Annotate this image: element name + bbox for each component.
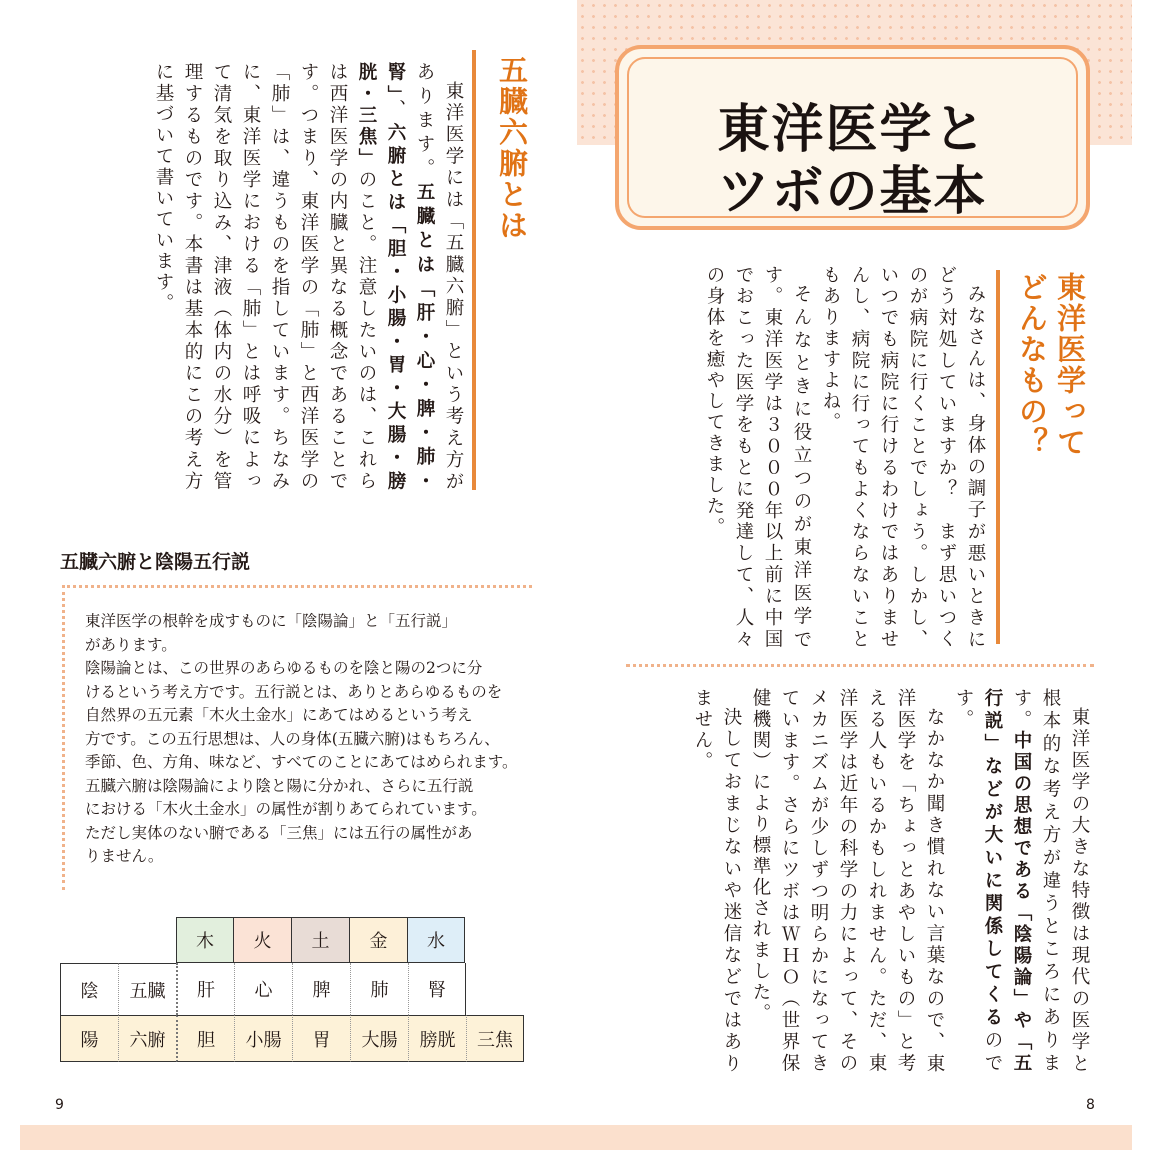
fu-organ-cell: 胆 [176, 1015, 234, 1062]
section2-paragraph-2: なかなか聞き慣れない言葉なので、東洋医学を「ちょっとあやしいもの」と考える人もいるかもしれません。ただ、東洋医学は近年の科学の力によって、そのメカニズムが少しずつ明らかになってきています。さらにツボはＷＨＯ（世界保健機関）により標準化されました。 [750, 688, 945, 1074]
info-line: 季節、色、方角、味など、すべてのことにあてはめられます。 [85, 753, 518, 771]
info-line: ただし実体のない腑である「三焦」には五行の属性があ [85, 823, 473, 842]
chapter-title-line-2: ツボの基本 [717, 162, 988, 222]
gozo-heading: 五臓六腑とは [495, 55, 529, 241]
gozo-emphasis-1: 五臓とは「肝・心・脾・肺・腎」 [385, 62, 435, 493]
zang-organ-cell: 肝 [176, 963, 234, 1015]
info-line: における「木火土金水」の属性が割りあてられています。 [85, 800, 487, 818]
zang-organ-cell: 肺 [350, 963, 408, 1015]
info-line: 陰陽論とは、この世界のあらゆるものを陰と陽の2つに分 [85, 659, 483, 677]
info-box [62, 585, 532, 890]
chapter-title-box [615, 45, 1090, 230]
page-number-left: 9 [55, 1097, 64, 1113]
chapter-title-line-1: 東洋医学と [717, 100, 988, 160]
section-heading-line-2: どんなもの？ [1015, 272, 1049, 458]
fu-organ-cell: 大腸 [350, 1015, 408, 1062]
element-cell-fire: 火 [234, 917, 292, 963]
element-cell-metal: 金 [350, 917, 408, 963]
element-cell-water: 水 [408, 917, 465, 963]
yin-label-cell: 陰 [60, 963, 118, 1015]
section-heading-line-1: 東洋医学って [1053, 272, 1087, 458]
yang-label-cell: 陽 [60, 1015, 118, 1062]
info-line: けるという考え方です。五行説とは、ありとあらゆるものを [85, 682, 503, 701]
subsection-title: 五臓六腑と陰陽五行説 [60, 551, 251, 573]
fu-organ-cell-sanjiao: 三焦 [466, 1015, 524, 1062]
gozo-emphasis-2: 六腑とは「胆・小腸・胃・大腸・膀胱・三焦」 [356, 62, 406, 493]
fu-organ-cell: 膀胱 [408, 1015, 466, 1062]
fu-organ-cell: 胃 [292, 1015, 350, 1062]
footer-bar [20, 1125, 1132, 1150]
section-divider [626, 664, 1094, 667]
gozo-heading-rule [472, 50, 476, 490]
info-line: りません。 [85, 847, 164, 865]
zang-organ-cell: 心 [234, 963, 292, 1015]
section1-paragraph-1: みなさんは、身体の調子が悪いときにどう対処していますか？ まず思いつくのが病院に行くことでしょう。しかし、いつでも病院に行けるわけではありませんし、病院に行ってもよくならないこともありますよね。 [820, 265, 986, 650]
info-line: 自然界の五元素「木火土金水」にあてはめるという考え [85, 706, 473, 724]
zang-organ-cell: 腎 [408, 963, 466, 1015]
info-line: 東洋医学の根幹を成すものに「陰陽論」と「五行説」 [85, 612, 458, 630]
gozo-body [56, 62, 468, 492]
element-cell-earth: 土 [292, 917, 350, 963]
fu-label-cell: 六腑 [118, 1015, 176, 1062]
section2-emphasis: 中国の思想である「陰陽論」や「五行説」などが大いに関係してくる [982, 688, 1032, 1075]
info-line: があります。 [85, 635, 177, 654]
section2-paragraph-3: 決しておまじないや迷信などではありません。 [692, 688, 742, 1074]
section-heading-rule [996, 270, 1000, 644]
section2-paragraph-1: 東洋医学の大きな特徴は現代の医学と根本的な考え方が違うところにあります。中国の思想である「陰陽論」や「五行説」などが大いに関係してくるのです。 [953, 688, 1090, 1075]
section2-body [618, 688, 1094, 1074]
section1-body [618, 265, 990, 650]
info-line: 方です。この五行思想は、人の身体(五臓六腑)はもちろん、 [85, 729, 500, 748]
element-cell-wood: 木 [176, 917, 234, 963]
zang-organ-cell: 脾 [292, 963, 350, 1015]
section1-paragraph-2: そんなときに役立つのが東洋医学です。東洋医学は３０００年以上前に中国でおこった医学をもとに発達して、人々の身体を癒やしてきました。 [704, 265, 812, 650]
zang-label-cell: 五臓 [118, 963, 176, 1015]
page-number-right: 8 [1086, 1097, 1095, 1113]
info-line: 五臓六腑は陰陽論により陰と陽に分かれ、さらに五行説 [85, 776, 474, 795]
fu-organ-cell: 小腸 [234, 1015, 292, 1062]
gozo-paragraph: 東洋医学には「五臓六腑」という考え方があります。五臓とは「肝・心・脾・肺・腎」、六腑とは「胆・小腸・胃・大腸・膀胱・三焦」のこと。注意したいのは、これらは西洋医学の内臓と異なる概念であることです。つまり、東洋医学の「肺」と西洋医学の「肺」は、違うものを指しています。ちなみに、東洋医学における「肺」とは呼吸によって清気を取り込み、津液（体内の水分）を管理するものです。本書は基本的にこの考え方に基づいて書いています。 [153, 62, 464, 493]
